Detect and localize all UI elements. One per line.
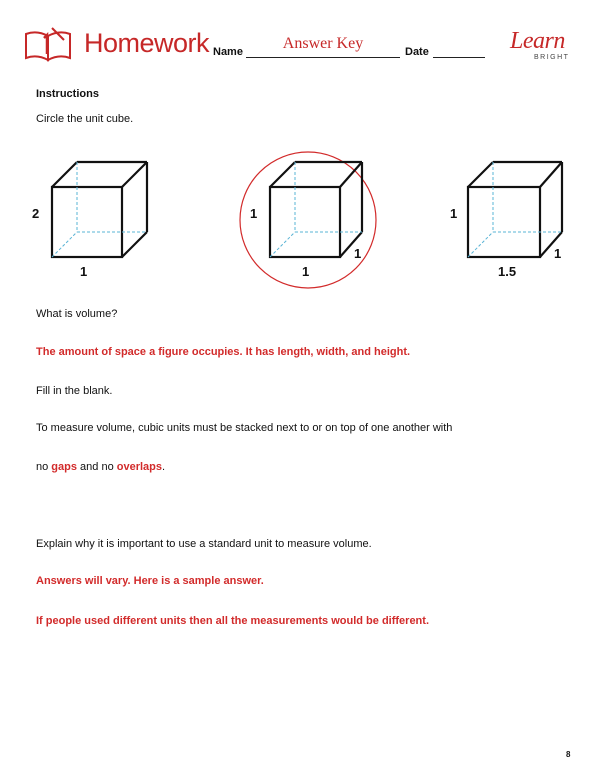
cube-3-side-label: 1 (554, 246, 562, 261)
name-label: Name (213, 46, 243, 58)
q2-line2 (36, 461, 165, 473)
instructions-prompt: Circle the unit cube. (36, 113, 134, 125)
instructions-heading: Instructions (36, 88, 99, 100)
cube-1-left-label: 2 (32, 206, 40, 221)
learn-bright-logo: Learn (510, 28, 565, 54)
name-value: Answer Key (282, 35, 364, 52)
q3-question: Explain why it is important to use a standard unit to measure volume. (36, 538, 372, 550)
q1-answer: The amount of space a figure occupies. It has length, width, and height. (36, 346, 411, 358)
cube-3 (468, 162, 562, 257)
q2-suffix: . (162, 461, 166, 473)
q2-prefix: no (36, 461, 52, 473)
date-label: Date (405, 46, 429, 58)
cube-2-bottom-label: 1 (302, 264, 310, 279)
cube-1 (52, 162, 147, 257)
cube-2-left-label: 1 (250, 206, 258, 221)
page-number: 8 (566, 750, 571, 759)
q2-prompt: Fill in the blank. (36, 385, 113, 397)
learn-bright-sub: BRIGHT (534, 54, 570, 61)
name-line (246, 57, 400, 58)
cube-3-bottom-label: 1.5 (498, 264, 517, 279)
q3-answer-intro: Answers will vary. Here is a sample answer. (36, 575, 264, 587)
q1-question: What is volume? (36, 308, 118, 320)
q3-answer: If people used different units then all the measurements would be different. (36, 615, 429, 627)
book-icon (22, 24, 76, 66)
q2-blank-2: overlaps (116, 461, 162, 473)
cube-1-bottom-label: 1 (80, 264, 88, 279)
cube-3-left-label: 1 (450, 206, 458, 221)
date-line (433, 57, 485, 58)
cube-figures (0, 140, 600, 300)
q2-blank-1: gaps (51, 461, 77, 473)
q2-mid: and no (76, 461, 117, 473)
cube-2-side-label: 1 (354, 246, 362, 261)
q2-sentence: To measure volume, cubic units must be stacked next to or on top of one another with (36, 422, 453, 434)
homework-title: Homework (84, 28, 210, 58)
